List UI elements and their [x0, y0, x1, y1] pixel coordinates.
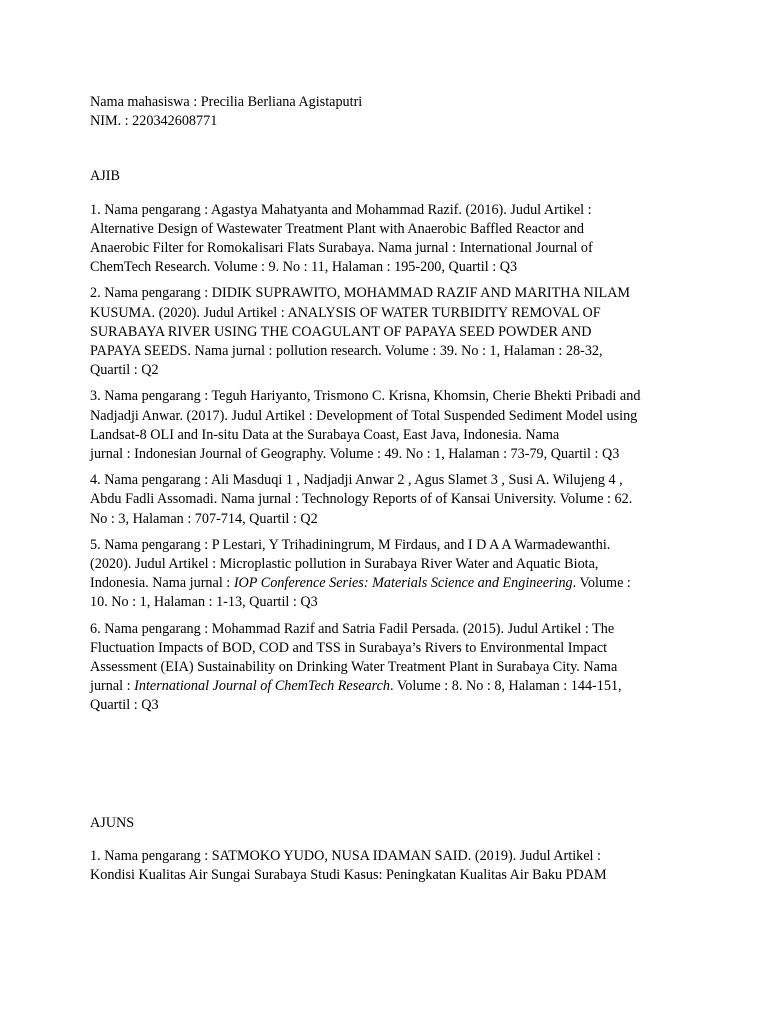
section-ajib: [90, 167, 690, 715]
entry-line: (2020). Judul Artikel : Microplastic pollution in Surabaya River Water and Aquatic Biota,: [90, 556, 599, 573]
entry-line: [90, 574, 690, 593]
entry-line: [90, 677, 690, 696]
student-nim-line: NIM. : 220342608771: [90, 113, 218, 130]
entry-line: 1. Nama pengarang : SATMOKO YUDO, NUSA IDAMAN SAID. (2019). Judul Artikel :: [90, 847, 601, 864]
entry-text: Indonesia. Nama jurnal :: [90, 575, 234, 592]
entry-line: Kondisi Kualitas Air Sungai Surabaya Studi Kasus: Peningkatan Kualitas Air Baku PDAM: [90, 867, 607, 884]
entry-line: No : 3, Halaman : 707-714, Quartil : Q2: [90, 510, 318, 527]
section-title: AJUNS: [90, 814, 135, 831]
section-title: AJIB: [90, 168, 120, 185]
entry-line: ChemTech Research. Volume : 9. No : 11, Halaman : 195-200, Quartil : Q3: [90, 259, 518, 276]
entry-line: 4. Nama pengarang : Ali Masduqi 1 , Nadjadji Anwar 2 , Agus Slamet 3 , Susi A. Wilujeng 4 ,: [90, 472, 623, 489]
entry-line: Anaerobic Filter for Romokalisari Flats Surabaya. Nama jurnal : International Journal of: [90, 240, 593, 257]
reference-entry-1: [90, 201, 690, 278]
entry-line: 5. Nama pengarang : P Lestari, Y Trihadiningrum, M Firdaus, and I D A A Warmadewanthi.: [90, 536, 611, 553]
entry-line: 2. Nama pengarang : DIDIK SUPRAWITO, MOHAMMAD RAZIF AND MARITHA NILAM: [90, 285, 631, 302]
entry-line: jurnal : Indonesian Journal of Geography. Volume : 49. No : 1, Halaman : 73-79, Quartil : Q3: [90, 446, 620, 463]
entry-line: 6. Nama pengarang : Mohammad Razif and Satria Fadil Persada. (2015). Judul Artikel : The: [90, 620, 615, 637]
reference-entry-1: [90, 847, 690, 885]
entry-line: SURABAYA RIVER USING THE COAGULANT OF PAPAYA SEED POWDER AND: [90, 323, 592, 340]
entry-line: Assessment (EIA) Sustainability on Drinking Water Treatment Plant in Surabaya City. Nama: [90, 659, 618, 676]
entry-line: 1. Nama pengarang : Agastya Mahatyanta and Mohammad Razif. (2016). Judul Artikel :: [90, 201, 592, 218]
student-name-line: Nama mahasiswa : Precilia Berliana Agistaputri: [90, 94, 363, 110]
entry-line: 3. Nama pengarang : Teguh Hariyanto, Trismono C. Krisna, Khomsin, Cherie Bhekti Pribadi and: [90, 388, 641, 405]
entry-text: . Volume : 8. No : 8, Halaman : 144-151,: [390, 678, 622, 695]
entry-line: Quartil : Q3: [90, 697, 159, 714]
reference-entry-6: [90, 620, 690, 716]
reference-entry-5: [90, 536, 690, 613]
entry-text: jurnal :: [90, 678, 135, 695]
section-ajuns: [90, 814, 690, 886]
reference-entry-4: [90, 471, 690, 529]
document-body: [90, 93, 690, 892]
journal-title: IOP Conference Series: Materials Science and Engineering: [233, 575, 573, 592]
entry-line: Alternative Design of Wastewater Treatment Plant with Anaerobic Baffled Reactor and: [90, 220, 584, 237]
entry-line: Landsat-8 OLI and In-situ Data at the Surabaya Coast, East Java, Indonesia. Nama: [90, 426, 560, 443]
entry-line: Nadjadji Anwar. (2017). Judul Artikel : Development of Total Suspended Sediment Model using: [90, 407, 638, 424]
entry-line: Abdu Fadli Assomadi. Nama jurnal : Technology Reports of of Kansai University. Volume : 62.: [90, 491, 633, 508]
journal-title: International Journal of ChemTech Research: [134, 678, 391, 695]
entry-line: 10. No : 1, Halaman : 1-13, Quartil : Q3: [90, 594, 318, 611]
entry-text: . Volume :: [572, 575, 631, 592]
entry-line: PAPAYA SEEDS. Nama jurnal : pollution research. Volume : 39. No : 1, Halaman : 28-32,: [90, 343, 603, 360]
entry-line: KUSUMA. (2020). Judul Artikel : ANALYSIS OF WATER TURBIDITY REMOVAL OF: [90, 304, 601, 321]
entry-line: Fluctuation Impacts of BOD, COD and TSS in Surabaya’s Rivers to Environmental Impact: [90, 639, 608, 656]
entry-line: Quartil : Q2: [90, 362, 159, 379]
reference-entry-2: [90, 284, 690, 380]
reference-entry-3: [90, 387, 690, 464]
